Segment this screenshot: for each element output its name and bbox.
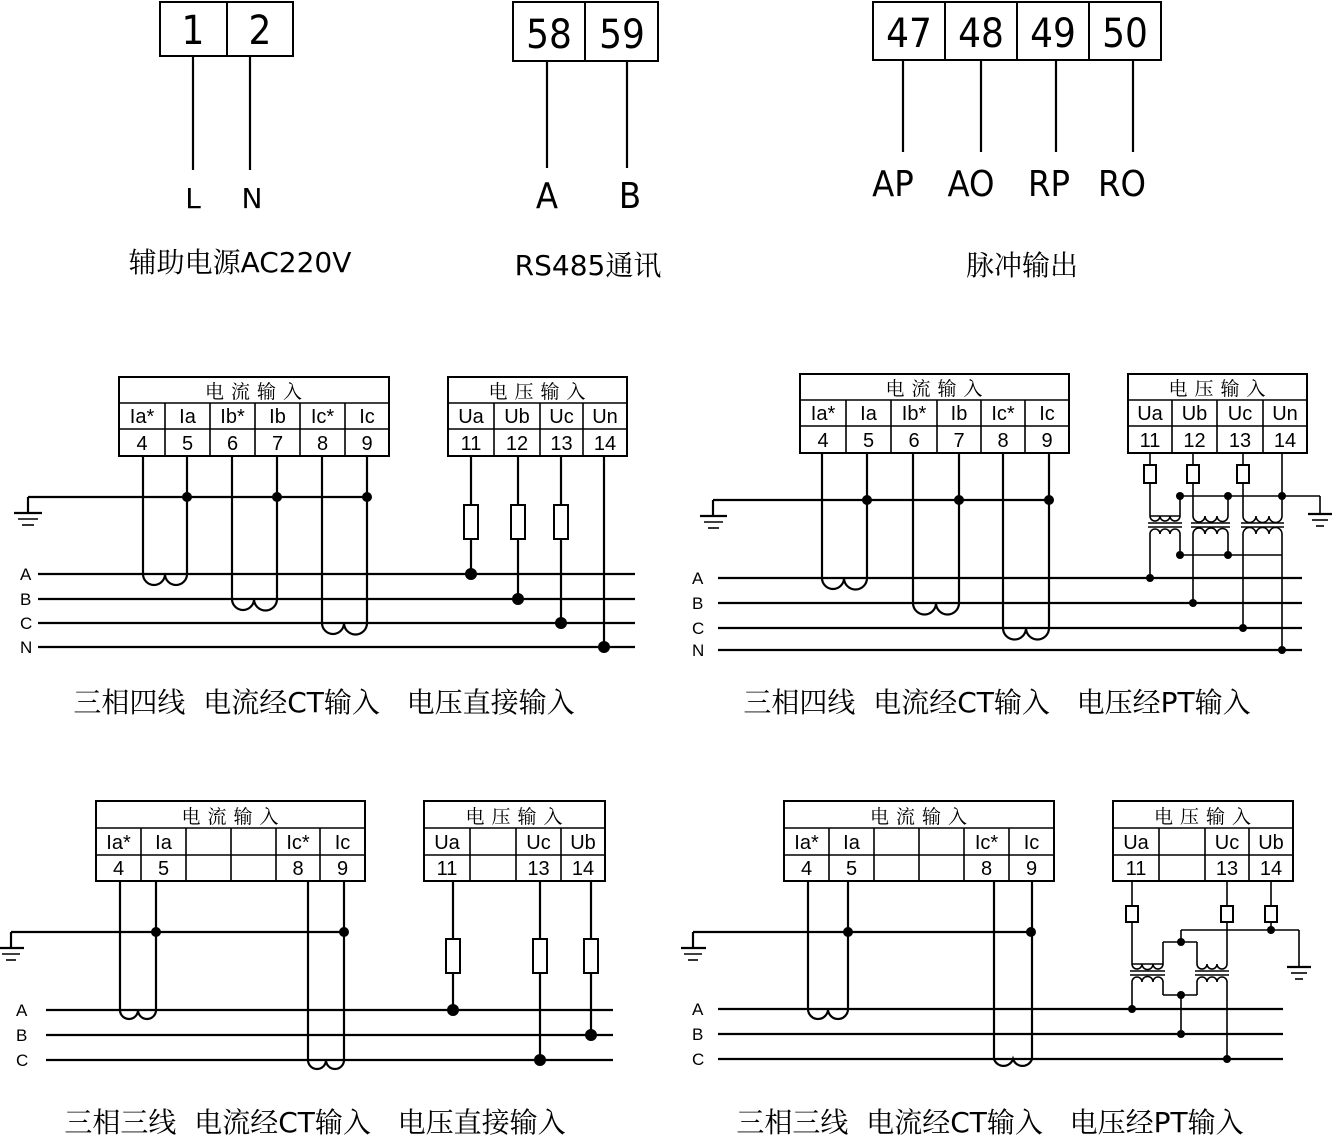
current-terminal-label: Ib* — [901, 403, 927, 425]
current-terminal-label: Ia — [843, 832, 860, 854]
current-terminal-label: Ia* — [794, 832, 819, 854]
current-terminal-number: 4 — [136, 433, 148, 455]
fuse-icon — [533, 939, 547, 973]
rs485-caption: RS485通讯 — [514, 249, 662, 282]
voltage-terminal-number: 11 — [1139, 430, 1161, 452]
terminal-number: 59 — [599, 12, 645, 58]
voltage-terminal-number: 14 — [1259, 858, 1283, 880]
rs485-group — [513, 2, 661, 282]
pt-transformer-icon — [1191, 516, 1230, 534]
voltage-terminal-label: Un — [592, 406, 618, 428]
terminal-number: 2 — [248, 8, 272, 54]
voltage-terminal-number: 12 — [1183, 430, 1206, 452]
current-terminal-number: 8 — [980, 858, 993, 880]
current-block-title: 电流输入 — [181, 806, 286, 828]
current-terminal-label: Ib — [269, 406, 286, 428]
current-terminal-label: Ib — [950, 403, 968, 425]
current-terminal-number: 4 — [817, 430, 829, 452]
wires-3p4w-pt — [700, 453, 1332, 654]
phase-label: B — [16, 1026, 28, 1045]
current-terminal-label: Ic* — [286, 832, 310, 854]
phase-label: N — [692, 641, 705, 660]
phase-label: A — [692, 1000, 704, 1019]
signal-label: A — [535, 176, 559, 217]
terminal-number: 50 — [1102, 11, 1148, 57]
pt-transformer-icon — [1195, 964, 1229, 982]
voltage-terminal-label: Uc — [1227, 403, 1253, 425]
current-terminal-number: 4 — [112, 858, 125, 880]
fuse-icon — [1144, 465, 1156, 483]
wires-3p4w-direct — [14, 456, 635, 653]
fuse-icon — [1265, 906, 1277, 922]
voltage-terminal-label: Ub — [1181, 403, 1208, 425]
current-terminal-label: Ia* — [129, 406, 155, 428]
current-terminal-number: 5 — [862, 430, 875, 452]
fuse-icon — [554, 505, 568, 539]
terminal-number: 48 — [958, 11, 1004, 57]
phase-label: A — [20, 565, 32, 584]
voltage-terminal-label: Ua — [434, 832, 460, 854]
wiring-3p4w-direct — [20, 377, 627, 719]
fuse-icon — [464, 505, 478, 539]
voltage-terminal-number: 11 — [1125, 858, 1147, 880]
voltage-block-title: 电压输入 — [1153, 806, 1259, 828]
terminal-number: 47 — [886, 11, 932, 57]
voltage-terminal-number: 14 — [1273, 430, 1297, 452]
signal-label: RP — [1027, 164, 1071, 205]
fuse-icon — [1221, 906, 1233, 922]
current-terminal-label: Ic — [1023, 832, 1040, 854]
current-block-title: 电流输入 — [869, 806, 975, 828]
terminal-number: 58 — [526, 12, 572, 58]
voltage-terminal-number: 13 — [1228, 430, 1252, 452]
signal-label: N — [241, 182, 263, 215]
voltage-terminal-number: 11 — [436, 858, 458, 880]
wiring-3p4w-pt — [692, 374, 1307, 719]
voltage-terminal-label: Ua — [458, 406, 484, 428]
current-terminal-number: 5 — [181, 433, 194, 455]
current-terminal-number: 8 — [292, 858, 304, 880]
voltage-terminal-label: Ua — [1123, 832, 1149, 854]
wires-3p3w-direct — [0, 881, 613, 1069]
current-terminal-label: Ic* — [974, 832, 999, 854]
voltage-terminal-label: Un — [1272, 403, 1298, 425]
current-terminal-number: 7 — [271, 433, 284, 455]
terminal-number: 1 — [181, 8, 205, 54]
current-terminal-label: Ia — [155, 832, 172, 854]
signal-label: B — [618, 176, 642, 217]
current-terminal-label: Ic — [1039, 403, 1055, 425]
pulse-output-group — [872, 2, 1161, 282]
voltage-block-title: 电压输入 — [488, 381, 593, 403]
current-terminal-number: 6 — [908, 430, 920, 452]
current-terminal-label: Ic* — [310, 406, 335, 428]
aux-power-caption: 辅助电源AC220V — [128, 246, 352, 279]
current-terminal-label: Ia — [179, 406, 196, 428]
fuse-icon — [511, 505, 525, 539]
current-block-title: 电流输入 — [885, 378, 990, 400]
voltage-terminal-label: Ub — [1258, 832, 1284, 854]
fuse-icon — [1187, 465, 1199, 483]
phase-label: N — [20, 638, 33, 657]
current-terminal-label: Ic — [359, 406, 375, 428]
fuse-icon — [446, 939, 460, 973]
current-terminal-number: 8 — [316, 433, 329, 455]
diagram-caption: 三相四线 电流经CT输入 电压经PT输入 — [743, 686, 1251, 719]
current-block-title: 电流输入 — [204, 381, 310, 403]
fuse-icon — [1237, 465, 1249, 483]
current-terminal-number: 7 — [953, 430, 965, 452]
phase-label: B — [692, 594, 704, 613]
voltage-terminal-label: Ub — [504, 406, 530, 428]
current-terminal-number: 4 — [800, 858, 813, 880]
current-terminal-number: 6 — [226, 433, 239, 455]
aux-power-group — [129, 2, 352, 279]
voltage-terminal-label: Uc — [526, 832, 551, 854]
voltage-terminal-number: 12 — [505, 433, 529, 455]
signal-label: AO — [947, 164, 995, 205]
phase-label: C — [16, 1051, 29, 1070]
pt-transformer-icon — [1241, 516, 1284, 534]
voltage-terminal-label: Uc — [549, 406, 574, 428]
current-terminal-number: 9 — [336, 858, 349, 880]
voltage-block-title: 电压输入 — [1168, 378, 1273, 400]
voltage-terminal-number: 14 — [593, 433, 617, 455]
diagram-caption: 三相四线 电流经CT输入 电压直接输入 — [73, 686, 575, 719]
pt-transformer-icon — [1130, 964, 1165, 982]
terminal-number: 49 — [1030, 11, 1076, 57]
current-terminal-label: Ia* — [106, 832, 131, 854]
voltage-terminal-number: 13 — [1215, 858, 1239, 880]
pt-transformer-icon — [1148, 516, 1182, 534]
current-terminal-number: 8 — [997, 430, 1009, 452]
voltage-terminal-label: Ua — [1137, 403, 1163, 425]
phase-label: C — [20, 614, 33, 633]
diagram-caption: 三相三线 电流经CT输入 电压经PT输入 — [736, 1106, 1244, 1136]
voltage-block-title: 电压输入 — [465, 806, 570, 828]
current-terminal-label: Ib* — [220, 406, 245, 428]
wiring-3p3w-direct — [16, 801, 605, 1136]
phase-label: B — [20, 590, 32, 609]
pulse-output-caption: 脉冲输出 — [965, 249, 1079, 282]
current-terminal-label: Ic* — [991, 403, 1015, 425]
phase-label: C — [692, 1050, 705, 1069]
voltage-terminal-number: 13 — [527, 858, 550, 880]
signal-label: AP — [872, 164, 914, 205]
phase-label: C — [692, 619, 705, 638]
current-terminal-number: 9 — [361, 433, 373, 455]
voltage-terminal-number: 14 — [571, 858, 595, 880]
current-terminal-number: 9 — [1041, 430, 1053, 452]
voltage-terminal-number: 13 — [550, 433, 573, 455]
voltage-terminal-label: Uc — [1214, 832, 1240, 854]
current-terminal-label: Ic — [334, 832, 351, 854]
current-terminal-label: Ia — [860, 403, 877, 425]
wires-3p3w-pt — [681, 881, 1311, 1066]
voltage-terminal-label: Ub — [570, 832, 596, 854]
diagram-caption: 三相三线 电流经CT输入 电压直接输入 — [64, 1106, 566, 1136]
phase-label: A — [16, 1001, 28, 1020]
fuse-icon — [584, 939, 598, 973]
phase-label: A — [692, 569, 704, 588]
current-terminal-number: 5 — [157, 858, 170, 880]
signal-label: RO — [1098, 164, 1146, 205]
current-terminal-number: 5 — [845, 858, 858, 880]
signal-label: L — [185, 182, 201, 215]
phase-label: B — [692, 1025, 704, 1044]
voltage-terminal-number: 11 — [460, 433, 482, 455]
current-terminal-number: 9 — [1025, 858, 1038, 880]
current-terminal-label: Ia* — [810, 403, 836, 425]
fuse-icon — [1126, 906, 1138, 922]
